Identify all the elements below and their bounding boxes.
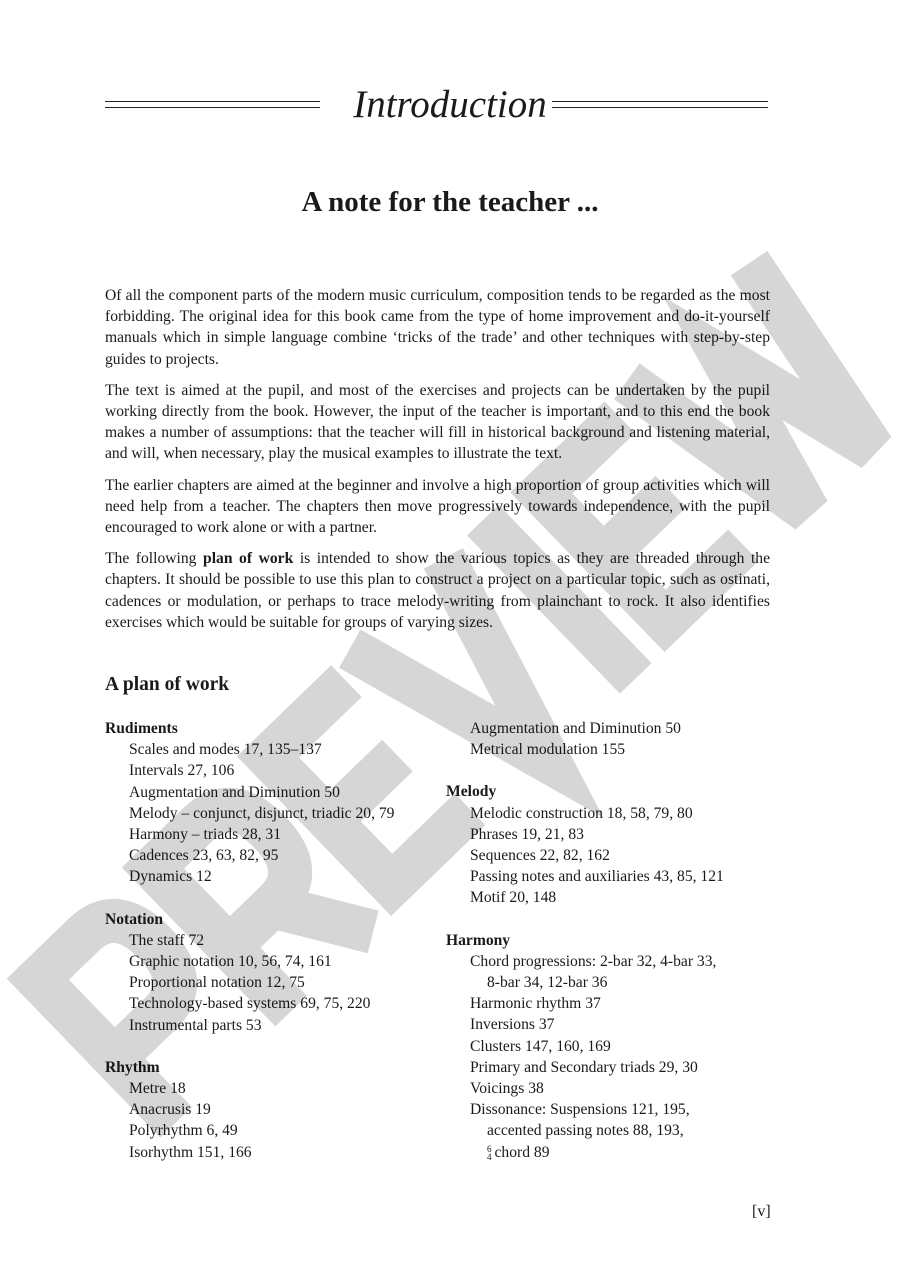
- group-heading: Rhythm: [105, 1058, 160, 1076]
- chapter-title: Introduction: [353, 83, 547, 126]
- intro-body: [105, 285, 770, 643]
- section-heading: A note for the teacher ...: [301, 186, 599, 218]
- plan-item: Augmentation and Diminution 50: [470, 720, 681, 737]
- plan-item: Phrases 19, 21, 83: [470, 825, 584, 843]
- plan-item: Passing notes and auxiliaries 43, 85, 121: [470, 868, 724, 886]
- plan-item: Primary and Secondary triads 29, 30: [470, 1058, 698, 1076]
- plan-item: Metrical modulation 155: [470, 741, 626, 759]
- plan-item-text: chord 89: [494, 1143, 550, 1161]
- paragraph: The earlier chapters are aimed at the beginner and involve a high proportion of group activities which will need help from a teacher. The chapters then move progressively towards independence, with the pupil encouraged to work alone or with a partner.: [105, 476, 770, 537]
- group-heading: Notation: [105, 910, 164, 928]
- group-heading: Rudiments: [105, 720, 178, 737]
- page-number: [v]: [752, 1203, 771, 1220]
- paragraph: Of all the component parts of the modern music curriculum, composition tends to be regarded as the most forbidding. The original idea for this book came from the type of home improvement and do-it-yourself manuals which in simple language combine ‘tricks of the trade’ and other techniques with step-by-step guides to projects.: [105, 287, 770, 368]
- plan-item: Proportional notation 12, 75: [129, 974, 305, 992]
- group-heading: Melody: [446, 783, 497, 801]
- plan-item: Harmony – triads 28, 31: [129, 826, 282, 844]
- plan-item: Clusters 147, 160, 169: [470, 1037, 611, 1055]
- plan-heading: A plan of work: [105, 674, 230, 695]
- plan-item: Polyrhythm 6, 49: [129, 1122, 238, 1140]
- plan-item: Anacrusis 19: [129, 1101, 211, 1119]
- plan-item: Melodic construction 18, 58, 79, 80: [470, 804, 693, 822]
- plan-item: Dissonance: Suspensions 121, 195,: [470, 1101, 690, 1119]
- plan-item: Intervals 27, 106: [129, 762, 235, 780]
- plan-item: 8-bar 34, 12-bar 36: [487, 974, 608, 992]
- plan-item: Dynamics 12: [129, 868, 212, 886]
- group-heading: Harmony: [446, 931, 511, 949]
- plan-item: Instrumental parts 53: [129, 1016, 262, 1034]
- fraction-six-four: [487, 1145, 492, 1161]
- plan-item: Voicings 38: [470, 1080, 544, 1098]
- plan-item: Isorhythm 151, 166: [129, 1143, 252, 1161]
- plan-item: Cadences 23, 63, 82, 95: [129, 847, 279, 865]
- plan-group-cont: [446, 718, 724, 760]
- plan-group-rhythm: [105, 1057, 394, 1163]
- plan-item: Inversions 37: [470, 1016, 555, 1034]
- plan-item: Motif 20, 148: [470, 889, 557, 907]
- paragraph: The text is aimed at the pupil, and most of the exercises and projects can be undertaken by the pupil working directly from the book. However, the input of the teacher is important, and to this end the book makes a number of assumptions: that the teacher will fill in historical background and listening material, and will, when necessary, play the musical examples to illustrate the text.: [105, 381, 770, 463]
- paragraph: [105, 548, 770, 633]
- text: The following: [105, 550, 204, 568]
- plan-item: Chord progressions: 2-bar 32, 4-bar 33,: [470, 952, 717, 970]
- plan-item: Melody – conjunct, disjunct, triadic 20, 79: [129, 804, 395, 822]
- plan-item: Scales and modes 17, 135–137: [129, 741, 322, 759]
- plan-item: [446, 1142, 724, 1163]
- plan-left-column: [105, 718, 394, 1184]
- plan-right-column: [446, 718, 724, 1184]
- text: is intended to show the various topics as they are threaded through the chapters. It should be possible to use this plan to construct a project on a particular topic, such as ostinati, cadences or modulation, or perhaps to trace melody-writing from plainchant to rock. It also identifies exercises which would be suitable for groups of varying sizes.: [105, 550, 771, 631]
- plan-group-harmony: [446, 930, 724, 1163]
- plan-group-melody: [446, 781, 724, 908]
- plan-item: Metre 18: [129, 1080, 186, 1098]
- plan-item: accented passing notes 88, 193,: [487, 1122, 684, 1140]
- bold-text: plan of work: [203, 550, 294, 568]
- plan-item: Graphic notation 10, 56, 74, 161: [129, 953, 332, 971]
- plan-group-rudiments: [105, 718, 394, 888]
- plan-item: The staff 72: [129, 931, 205, 949]
- plan-item: Augmentation and Diminution 50: [129, 783, 340, 801]
- plan-group-notation: [105, 909, 394, 1036]
- plan-item: Harmonic rhythm 37: [470, 995, 601, 1013]
- plan-item: Technology-based systems 69, 75, 220: [129, 995, 371, 1013]
- plan-item: Sequences 22, 82, 162: [470, 847, 610, 865]
- frac-top: 6: [487, 1144, 492, 1155]
- frac-bottom: 4: [487, 1152, 492, 1163]
